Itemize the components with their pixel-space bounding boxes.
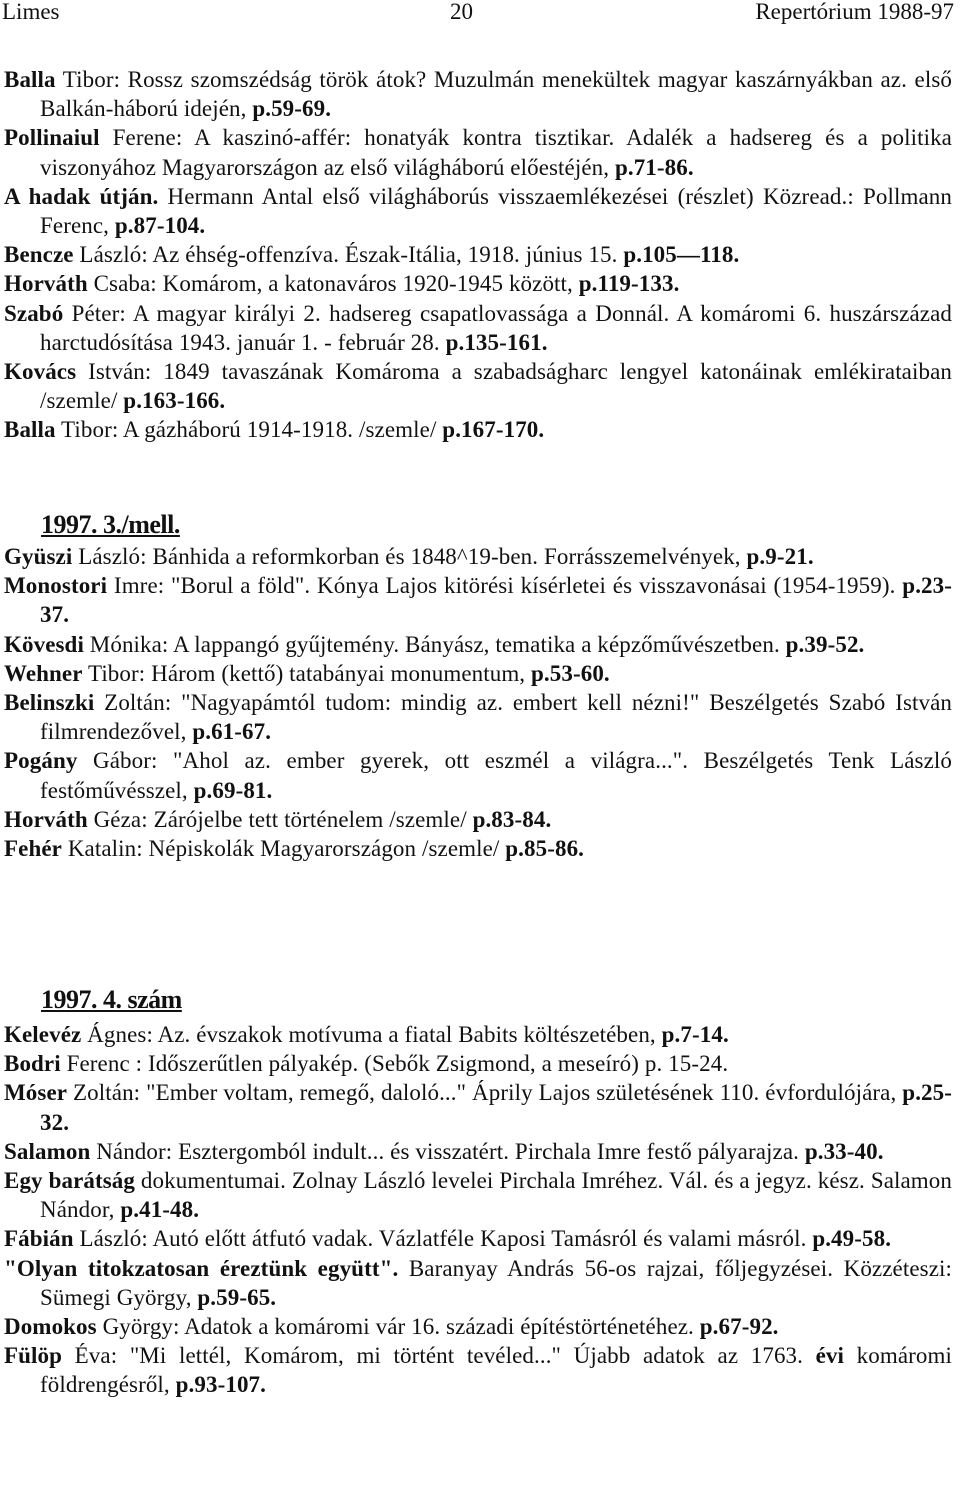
- entry-text: György: Adatok a komáromi vár 16. századi építéstörténetéhez.: [96, 1314, 700, 1340]
- entry-author: Domokos: [4, 1314, 97, 1340]
- list-item: [0, 659, 952, 688]
- entry-pages: p.119-133.: [578, 271, 680, 297]
- list-item: [0, 240, 952, 269]
- list-item: [0, 123, 952, 181]
- entry-author: Belinszki: [4, 690, 95, 716]
- list-item: [0, 746, 952, 804]
- entry-text: Tibor: Három (kettő) tatabányai monumentum,: [82, 660, 532, 686]
- entry-text: Csaba: Komárom, a katonaváros 1920-1945 között,: [87, 271, 579, 297]
- entry-pages: p.53-60.: [531, 660, 610, 686]
- entry-author: Kövesdi: [4, 631, 84, 657]
- entry-author: Balla: [4, 67, 56, 92]
- entry-pages: p.135-161.: [445, 329, 548, 355]
- entry-author: Kelevéz: [4, 1022, 82, 1047]
- entry-pages: p.7-14.: [661, 1022, 729, 1047]
- entry-pages: p.71-86.: [614, 154, 694, 180]
- list-item: [0, 1224, 952, 1253]
- entry-text: István: 1849 tavaszának Komároma a szabadságharc lengyel katonáinak emlékirataiban /szemle/: [40, 359, 952, 414]
- entry-pages: p.59-69.: [252, 96, 332, 122]
- entry-text: László: Autó előtt átfutó vadak. Vázlatféle Kaposi Tamásról és valami másról.: [73, 1226, 813, 1252]
- issue-heading: 1997. 3./mell.: [41, 510, 180, 539]
- entry-pages: p.25-32.: [40, 1080, 952, 1135]
- entry-pages: p.85-86.: [505, 836, 585, 862]
- entry-pages: p.61-67.: [192, 719, 272, 745]
- list-item: [0, 571, 952, 629]
- entry-text: Nándor: Esztergomból indult... és visszatért. Pirchala Imre festő pályarajza.: [90, 1138, 805, 1164]
- entry-text: dokumentumai. Zolnay László levelei Pirchala Imréhez. Vál. és a jegyz. kész. Salamon Nándor,: [40, 1168, 953, 1223]
- entry-author: Bodri: [4, 1051, 61, 1077]
- entry-text: Zoltán: "Nagyapámtól tudom: mindig az. embert kell nézni!" Beszélgetés Szabó István filmrendezővel,: [40, 690, 952, 745]
- entry-author: Fehér: [4, 836, 62, 862]
- entries-block-1: [0, 65, 960, 445]
- entry-author: Monostori: [4, 573, 108, 599]
- entry-author: Gyüszi: [4, 544, 73, 569]
- entry-author: Balla: [4, 417, 56, 443]
- entry-pages: p.33-40.: [804, 1138, 884, 1164]
- entry-text: László: Az éhség-offenzíva. Észak-Itália, 1918. június 15.: [73, 242, 624, 268]
- entry-text: Zoltán: "Ember voltam, remegő, daloló..." Áprily Lajos születésének 110. évfordulójára,: [67, 1080, 903, 1106]
- list-item: [0, 834, 952, 863]
- list-item: [0, 630, 952, 659]
- entry-author: Fábián: [4, 1226, 74, 1252]
- entry-pages: p.23-37.: [40, 573, 952, 628]
- list-item: [0, 1254, 952, 1312]
- entry-pages: p.167-170.: [442, 417, 545, 443]
- entry-author: A hadak útján.: [4, 183, 159, 209]
- list-item: [0, 299, 952, 357]
- entry-text: László: Bánhida a reformkorban és 1848^19-ben. Forrásszemelvények,: [72, 544, 747, 569]
- entry-pages: p.39-52.: [785, 631, 865, 657]
- list-item: [0, 65, 952, 123]
- entry-text: Tibor: A gázháború 1914-1918. /szemle/: [55, 417, 443, 443]
- journal-title: Limes: [2, 0, 60, 24]
- entry-text: Éva: "Mi lettél, Komárom, mi történt tevéled..." Újabb adatok az 1763.: [62, 1343, 816, 1369]
- list-item: [0, 357, 952, 415]
- entry-pages: évi: [815, 1343, 845, 1369]
- list-item: [0, 269, 952, 298]
- entry-text: Mónika: A lappangó gyűjtemény. Bányász, tematika a képzőművészetben.: [83, 631, 786, 657]
- entry-text: Péter: A magyar királyi 2. hadsereg csapatlovassága a Donnál. A komáromi 6. huszárszázad harctudósítása 1943. január 1. - február 28.: [40, 300, 952, 355]
- entry-pages: p.9-21.: [746, 544, 814, 569]
- entry-author: Wehner: [4, 660, 83, 686]
- entry-author: Salamon: [4, 1138, 91, 1164]
- entry-author: Szabó: [4, 300, 64, 326]
- entry-text: Hermann Antal első világháborús visszaemlékezései (részlet) Közread.: Pollmann Ferenc,: [40, 183, 952, 239]
- list-item: [0, 1166, 952, 1224]
- issue-heading: 1997. 4. szám: [41, 985, 182, 1014]
- entry-author: Fülöp: [4, 1343, 63, 1369]
- list-item: [0, 1078, 952, 1136]
- entry-text: Géza: Zárójelbe tett történelem /szemle/: [87, 806, 473, 832]
- entry-author: Pollinaiul: [4, 125, 100, 151]
- entry-text-continued: komáromi földrengésről,: [40, 1343, 952, 1398]
- entry-pages: p.163-166.: [123, 388, 226, 414]
- page-header: [0, 0, 960, 30]
- entry-author: Horváth: [4, 271, 88, 297]
- entry-text: Tibor: Rossz szomszédság török átok? Muzulmán menekültek magyar kaszárnyákban az. első Balkán-háború idején,: [40, 67, 952, 122]
- entry-author: Pogány: [4, 748, 78, 774]
- entry-text: Imre: "Borul a föld". Kónya Lajos kitörési kísérletei és visszavonásai (1954-1959).: [107, 573, 903, 599]
- entry-text: Baranyay András 56-os rajzai, főljegyzései. Közzéteszi: Sümegi György,: [40, 1255, 952, 1310]
- entry-pages: p.105—118.: [623, 242, 740, 268]
- entry-author: "Olyan titokzatosan éreztünk együtt".: [4, 1255, 399, 1281]
- list-item: [0, 1312, 952, 1341]
- entry-text: Ferenc : Időszerűtlen pályakép. (Sebők Zsigmond, a meseíró) p. 15-24.: [60, 1051, 729, 1077]
- list-item: [0, 1341, 952, 1399]
- entry-pages: p.69-81.: [193, 777, 273, 803]
- entry-pages: p.49-58.: [812, 1226, 892, 1252]
- list-item: [0, 182, 952, 240]
- entry-pages: p.59-65.: [197, 1284, 277, 1310]
- entry-author: Egy barátság: [4, 1168, 135, 1194]
- entry-author: Bencze: [4, 242, 74, 268]
- entry-pages: p.87-104.: [114, 213, 206, 239]
- entry-author: Kovács: [4, 359, 77, 385]
- list-item: [0, 415, 952, 444]
- list-item: [0, 1049, 952, 1078]
- list-item: [0, 688, 952, 746]
- entry-text: Ágnes: Az. évszakok motívuma a fiatal Babits költészetében,: [81, 1022, 662, 1047]
- running-title: Repertórium 1988-97: [755, 0, 954, 24]
- entries-block-3: [0, 1020, 960, 1400]
- list-item: [0, 1137, 952, 1166]
- entries-block-2: [0, 542, 960, 863]
- entry-pages: p.41-48.: [120, 1197, 200, 1223]
- entry-pages: p.67-92.: [699, 1314, 779, 1340]
- entry-text: Gábor: "Ahol az. ember gyerek, ott eszmél a világra...". Beszélgetés Tenk László festőművésszel,: [40, 748, 952, 803]
- page-number: 20: [450, 0, 473, 24]
- entry-pages: p.83-84.: [472, 806, 552, 832]
- list-item: [0, 542, 952, 571]
- entry-author: Móser: [4, 1080, 68, 1106]
- entry-author: Horváth: [4, 806, 88, 832]
- entry-text: Katalin: Népiskolák Magyarországon /szemle/: [61, 836, 506, 862]
- entry-pages: p.93-107.: [175, 1372, 266, 1398]
- entry-text: Ferene: A kaszinó-affér: honatyák kontra tisztikar. Adalék a hadsereg és a politika viszonyához Magyarországon az első világháború előestéjén,: [40, 125, 952, 180]
- list-item: [0, 1020, 952, 1049]
- issue-section-1997-4: [0, 985, 960, 1015]
- list-item: [0, 805, 952, 834]
- issue-section-1997-3: [0, 510, 960, 540]
